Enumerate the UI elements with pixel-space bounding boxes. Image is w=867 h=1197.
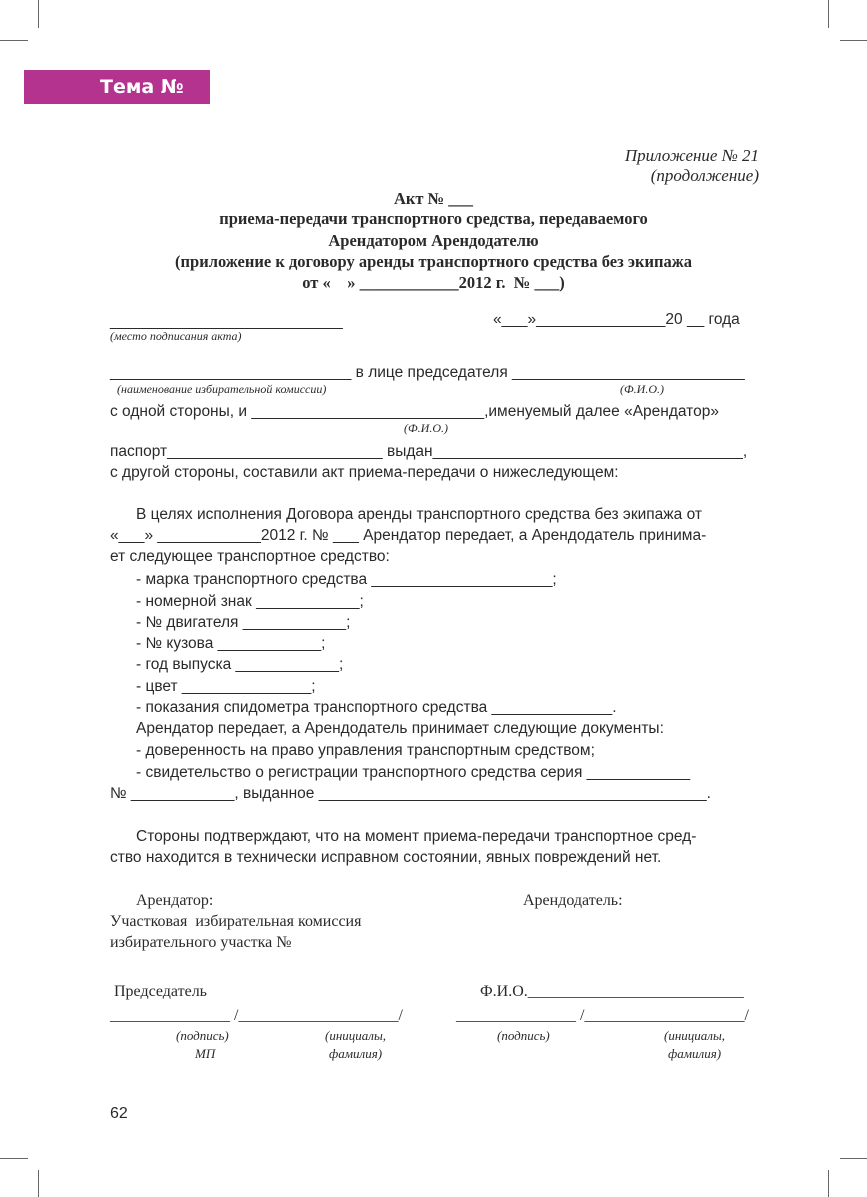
- tenant-label: Арендатор:: [136, 892, 214, 909]
- initials-caption-right: (инициалы,: [664, 1028, 726, 1043]
- signature-caption: (подпись): [176, 1028, 229, 1043]
- passport-line: паспорт_________________________ выдан____________________________________,: [110, 443, 748, 460]
- surname-caption-right: фамилия): [668, 1046, 722, 1061]
- document-item: - свидетельство о регистрации транспортного средства серия ____________: [136, 764, 691, 781]
- signature-line-left: _______________ /____________________/: [110, 1007, 403, 1024]
- paragraph-line: Стороны подтверждают, что на момент приема-передачи транспортное сред-: [136, 828, 697, 845]
- signature-line-right: _______________ /____________________/: [456, 1007, 749, 1024]
- crop-mark: [0, 1158, 28, 1159]
- list-item: - № кузова ____________;: [136, 635, 326, 652]
- act-subtitle: приема-передачи транспортного средства, передаваемого: [219, 209, 648, 228]
- paragraph-line: ство находится в технически исправном состоянии, явных повреждений нет.: [110, 849, 662, 866]
- act-contract-ref: от « » ____________2012 г. № ___): [302, 273, 565, 292]
- stamp-caption: МП: [195, 1046, 216, 1061]
- crop-mark: [840, 1158, 867, 1159]
- crop-mark: [0, 40, 28, 41]
- surname-caption: фамилия): [329, 1046, 383, 1061]
- paragraph-line: ет следующее транспортное средство:: [110, 548, 390, 565]
- fio-caption: (Ф.И.О.): [620, 382, 664, 396]
- landlord-label: Арендодатель:: [523, 892, 623, 909]
- act-subtitle-2: Арендатором Арендодателю: [328, 231, 539, 250]
- crop-mark: [38, 0, 39, 28]
- commission-caption: (наименование избирательной комиссии): [117, 382, 327, 396]
- document-item-cont: № ____________, выданное _____________________________________________.: [110, 785, 711, 802]
- page-number: 62: [110, 1105, 128, 1122]
- list-item: - показания спидометра транспортного средства ______________.: [136, 699, 617, 716]
- tenant-line: с одной стороны, и ___________________________,именуемый далее «Арендатор»: [110, 403, 719, 420]
- list-item: - год выпуска ____________;: [136, 656, 344, 673]
- list-item: - № двигателя ____________;: [136, 614, 351, 631]
- fio-caption-2: (Ф.И.О.): [404, 421, 448, 435]
- paragraph-line: В целях исполнения Договора аренды транспортного средства без экипажа от: [136, 506, 702, 523]
- fio-field: Ф.И.О.___________________________: [480, 983, 744, 1000]
- tenant-org: Участковая избирательная комиссия: [110, 913, 362, 930]
- crop-mark: [840, 40, 867, 41]
- commission-line: ____________________________ в лице председателя ___________________________: [110, 364, 745, 381]
- crop-mark: [828, 1170, 829, 1197]
- list-item: - марка транспортного средства _____________________;: [136, 571, 557, 588]
- act-subtitle-3: (приложение к договору аренды транспортного средства без экипажа: [175, 252, 692, 271]
- date-field: «___»_______________20 __ года: [493, 311, 740, 328]
- act-title: Акт № ___: [393, 189, 474, 208]
- other-party-line: с другой стороны, составили акт приема-передачи о нижеследующем:: [110, 464, 619, 481]
- place-caption: (место подписания акта): [110, 329, 242, 343]
- crop-mark: [38, 1170, 39, 1197]
- appendix-number: Приложение № 21: [624, 146, 759, 165]
- appendix-continued: (продолжение): [650, 166, 759, 185]
- paragraph-line: «___» ____________2012 г. № ___ Арендатор передает, а Арендодатель принима-: [110, 527, 707, 544]
- tenant-org-2: избирательного участка №: [110, 934, 292, 951]
- list-item: - номерной знак ____________;: [136, 593, 364, 610]
- place-field: ___________________________: [110, 313, 343, 330]
- list-item: - цвет _______________;: [136, 678, 316, 695]
- crop-mark: [828, 0, 829, 28]
- documents-intro: Арендатор передает, а Арендодатель принимает следующие документы:: [136, 720, 664, 737]
- topic-badge: Тема № 11: [24, 70, 210, 104]
- initials-caption: (инициалы,: [325, 1028, 387, 1043]
- chair-label: Председатель: [114, 983, 207, 1000]
- signature-caption-right: (подпись): [497, 1028, 550, 1043]
- document-item: - доверенность на право управления транспортным средством;: [136, 742, 595, 759]
